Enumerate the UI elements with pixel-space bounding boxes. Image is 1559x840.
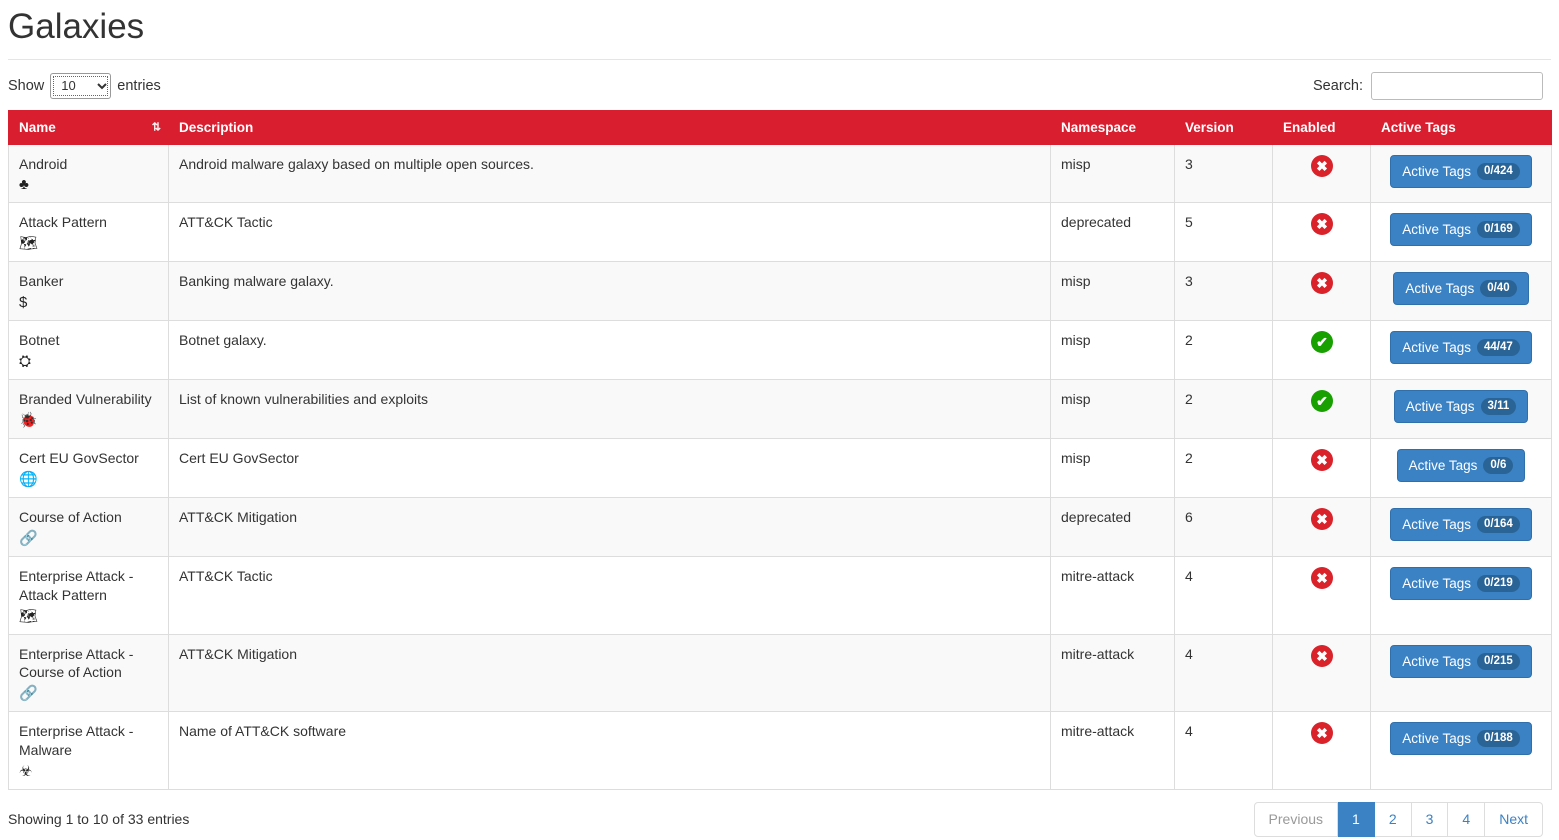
cell-namespace: mitre-attack	[1051, 712, 1175, 790]
map-icon: 🗺	[19, 235, 39, 253]
cell-version: 2	[1175, 380, 1273, 439]
pagination-next[interactable]: Next	[1485, 802, 1543, 837]
table-footer	[8, 790, 1551, 837]
cell-namespace: misp	[1051, 262, 1175, 321]
table-row	[9, 712, 1552, 790]
table-row	[9, 203, 1552, 262]
cell-active-tags	[1371, 712, 1552, 790]
active-tags-button[interactable]	[1390, 155, 1532, 188]
table-row	[9, 144, 1552, 203]
cell-description: Cert EU GovSector	[169, 438, 1051, 497]
active-tags-button[interactable]	[1393, 272, 1528, 305]
active-tags-button[interactable]	[1390, 645, 1532, 678]
cell-enabled	[1273, 497, 1371, 556]
virus-icon: ☣	[19, 763, 33, 781]
galaxies-table	[8, 110, 1552, 791]
active-tags-count: 0/219	[1477, 575, 1520, 592]
page-length-control	[8, 73, 161, 99]
cell-version: 5	[1175, 203, 1273, 262]
cell-description: ATT&CK Tactic	[169, 556, 1051, 634]
cell-enabled	[1273, 321, 1371, 380]
table-info: Showing 1 to 10 of 33 entries	[8, 811, 190, 828]
cross-circle-icon: ✖	[1311, 567, 1333, 589]
active-tags-count: 0/169	[1477, 221, 1520, 238]
cell-enabled	[1273, 144, 1371, 203]
cell-name	[9, 203, 169, 262]
galaxy-name: Android	[19, 155, 68, 172]
cell-enabled	[1273, 712, 1371, 790]
cell-name	[9, 712, 169, 790]
dollar-icon: $	[19, 294, 28, 312]
cell-version: 3	[1175, 262, 1273, 321]
cell-active-tags	[1371, 203, 1552, 262]
sort-icon: ⇅	[151, 121, 160, 134]
cross-circle-icon: ✖	[1311, 645, 1333, 667]
cell-name	[9, 556, 169, 634]
active-tags-label: Active Tags	[1408, 457, 1478, 473]
cell-active-tags	[1371, 321, 1552, 380]
galaxy-name: Attack Pattern	[19, 214, 107, 231]
page-length-select[interactable]	[50, 73, 111, 99]
cell-namespace: misp	[1051, 438, 1175, 497]
active-tags-button[interactable]	[1390, 567, 1532, 600]
galaxy-name: Branded Vulnerability	[19, 391, 152, 408]
cell-namespace: mitre-attack	[1051, 556, 1175, 634]
table-row	[9, 380, 1552, 439]
table-head	[9, 110, 1552, 144]
active-tags-label: Active Tags	[1405, 399, 1475, 415]
active-tags-count: 44/47	[1477, 339, 1520, 356]
table-row	[9, 634, 1552, 712]
galaxy-name: Cert EU GovSector	[19, 449, 139, 466]
cell-enabled	[1273, 556, 1371, 634]
cell-description: Android malware galaxy based on multiple open sources.	[169, 144, 1051, 203]
cell-active-tags	[1371, 634, 1552, 712]
cell-version: 4	[1175, 634, 1273, 712]
table-header-row	[9, 110, 1552, 144]
cell-active-tags	[1371, 556, 1552, 634]
column-label-description: Description	[179, 119, 254, 135]
active-tags-button[interactable]	[1390, 722, 1532, 755]
cell-description: ATT&CK Tactic	[169, 203, 1051, 262]
show-label: Show	[8, 77, 45, 94]
cell-name	[9, 497, 169, 556]
link-icon: 🔗	[19, 529, 38, 547]
cell-name	[9, 144, 169, 203]
active-tags-button[interactable]	[1390, 213, 1532, 246]
cell-active-tags	[1371, 380, 1552, 439]
column-label-active-tags: Active Tags	[1381, 119, 1456, 135]
cell-enabled	[1273, 380, 1371, 439]
cross-circle-icon: ✖	[1311, 722, 1333, 744]
active-tags-count: 3/11	[1481, 398, 1517, 415]
cell-description: ATT&CK Mitigation	[169, 497, 1051, 556]
cell-description: Botnet galaxy.	[169, 321, 1051, 380]
galaxy-name: Enterprise Attack - Attack Pattern	[19, 567, 134, 603]
galaxy-name: Enterprise Attack - Course of Action	[19, 645, 134, 681]
active-tags-label: Active Tags	[1402, 222, 1471, 238]
column-header-description[interactable]	[169, 110, 1051, 144]
cell-active-tags	[1371, 144, 1552, 203]
cell-description: Name of ATT&CK software	[169, 712, 1051, 790]
cell-version: 6	[1175, 497, 1273, 556]
table-controls	[8, 60, 1551, 110]
active-tags-button[interactable]	[1394, 390, 1529, 423]
active-tags-count: 0/6	[1483, 457, 1513, 474]
active-tags-button[interactable]	[1390, 331, 1532, 364]
column-header-version[interactable]	[1175, 110, 1273, 144]
cell-namespace: misp	[1051, 321, 1175, 380]
globe-icon: 🌐	[19, 470, 38, 488]
club-icon: ♣	[19, 176, 29, 194]
cross-circle-icon: ✖	[1311, 508, 1333, 530]
cross-circle-icon: ✖	[1311, 155, 1333, 177]
cell-enabled	[1273, 262, 1371, 321]
pagination-page-3[interactable]: 3	[1412, 802, 1449, 837]
galaxy-name: Botnet	[19, 332, 60, 349]
table-body	[9, 144, 1552, 790]
page-title: Galaxies	[8, 7, 145, 46]
active-tags-count: 0/215	[1477, 653, 1520, 670]
column-header-name[interactable]	[9, 110, 169, 144]
cell-description: List of known vulnerabilities and exploits	[169, 380, 1051, 439]
active-tags-button[interactable]	[1397, 449, 1526, 482]
active-tags-count: 0/424	[1477, 163, 1520, 180]
cell-namespace: deprecated	[1051, 497, 1175, 556]
active-tags-label: Active Tags	[1402, 653, 1471, 669]
cell-version: 2	[1175, 438, 1273, 497]
pagination-previous: Previous	[1254, 802, 1338, 837]
table-row	[9, 438, 1552, 497]
cell-active-tags	[1371, 438, 1552, 497]
search-control	[1313, 72, 1551, 100]
active-tags-label: Active Tags	[1402, 731, 1471, 747]
active-tags-label: Active Tags	[1402, 516, 1471, 532]
table-row	[9, 262, 1552, 321]
cell-version: 4	[1175, 556, 1273, 634]
column-header-namespace[interactable]	[1051, 110, 1175, 144]
cell-enabled	[1273, 203, 1371, 262]
check-circle-icon: ✔	[1311, 331, 1333, 353]
cell-namespace: deprecated	[1051, 203, 1175, 262]
galaxy-name: Banker	[19, 273, 64, 290]
active-tags-label: Active Tags	[1402, 575, 1471, 591]
active-tags-count: 0/164	[1477, 516, 1520, 533]
cell-namespace: misp	[1051, 380, 1175, 439]
sitemap-icon: ⛭	[19, 353, 32, 371]
entries-label: entries	[117, 77, 161, 94]
table-row	[9, 321, 1552, 380]
cell-version: 3	[1175, 144, 1273, 203]
pagination	[1254, 802, 1551, 837]
column-label-enabled: Enabled	[1283, 119, 1336, 135]
column-header-active-tags[interactable]	[1371, 110, 1552, 144]
cross-circle-icon: ✖	[1311, 213, 1333, 235]
cell-namespace: misp	[1051, 144, 1175, 203]
cell-version: 2	[1175, 321, 1273, 380]
bug-icon: 🐞	[19, 411, 38, 429]
table-row	[9, 497, 1552, 556]
cell-version: 4	[1175, 712, 1273, 790]
cross-circle-icon: ✖	[1311, 272, 1333, 294]
cell-active-tags	[1371, 497, 1552, 556]
cell-name	[9, 438, 169, 497]
cell-name	[9, 262, 169, 321]
cross-circle-icon: ✖	[1311, 449, 1333, 471]
column-header-enabled[interactable]	[1273, 110, 1371, 144]
active-tags-count: 0/188	[1477, 730, 1520, 747]
active-tags-button[interactable]	[1390, 508, 1532, 541]
cell-description: ATT&CK Mitigation	[169, 634, 1051, 712]
active-tags-label: Active Tags	[1402, 163, 1471, 179]
column-label-version: Version	[1185, 119, 1234, 135]
pagination-page-4[interactable]: 4	[1448, 802, 1485, 837]
column-label-namespace: Namespace	[1061, 119, 1137, 135]
cell-enabled	[1273, 438, 1371, 497]
cell-description: Banking malware galaxy.	[169, 262, 1051, 321]
galaxy-name: Enterprise Attack - Malware	[19, 723, 134, 759]
active-tags-label: Active Tags	[1405, 281, 1475, 297]
search-input[interactable]	[1371, 72, 1543, 100]
search-label: Search:	[1313, 77, 1363, 94]
table-row	[9, 556, 1552, 634]
check-circle-icon: ✔	[1311, 390, 1333, 412]
galaxy-name: Course of Action	[19, 508, 122, 525]
cell-name	[9, 634, 169, 712]
cell-name	[9, 380, 169, 439]
column-label-name: Name	[19, 119, 56, 135]
pagination-page-1[interactable]: 1	[1338, 802, 1375, 837]
cell-namespace: mitre-attack	[1051, 634, 1175, 712]
map-icon: 🗺	[19, 607, 39, 625]
cell-enabled	[1273, 634, 1371, 712]
cell-active-tags	[1371, 262, 1552, 321]
active-tags-count: 0/40	[1480, 280, 1516, 297]
cell-name	[9, 321, 169, 380]
link-icon: 🔗	[19, 685, 38, 703]
pagination-page-2[interactable]: 2	[1375, 802, 1412, 837]
active-tags-label: Active Tags	[1402, 340, 1471, 356]
